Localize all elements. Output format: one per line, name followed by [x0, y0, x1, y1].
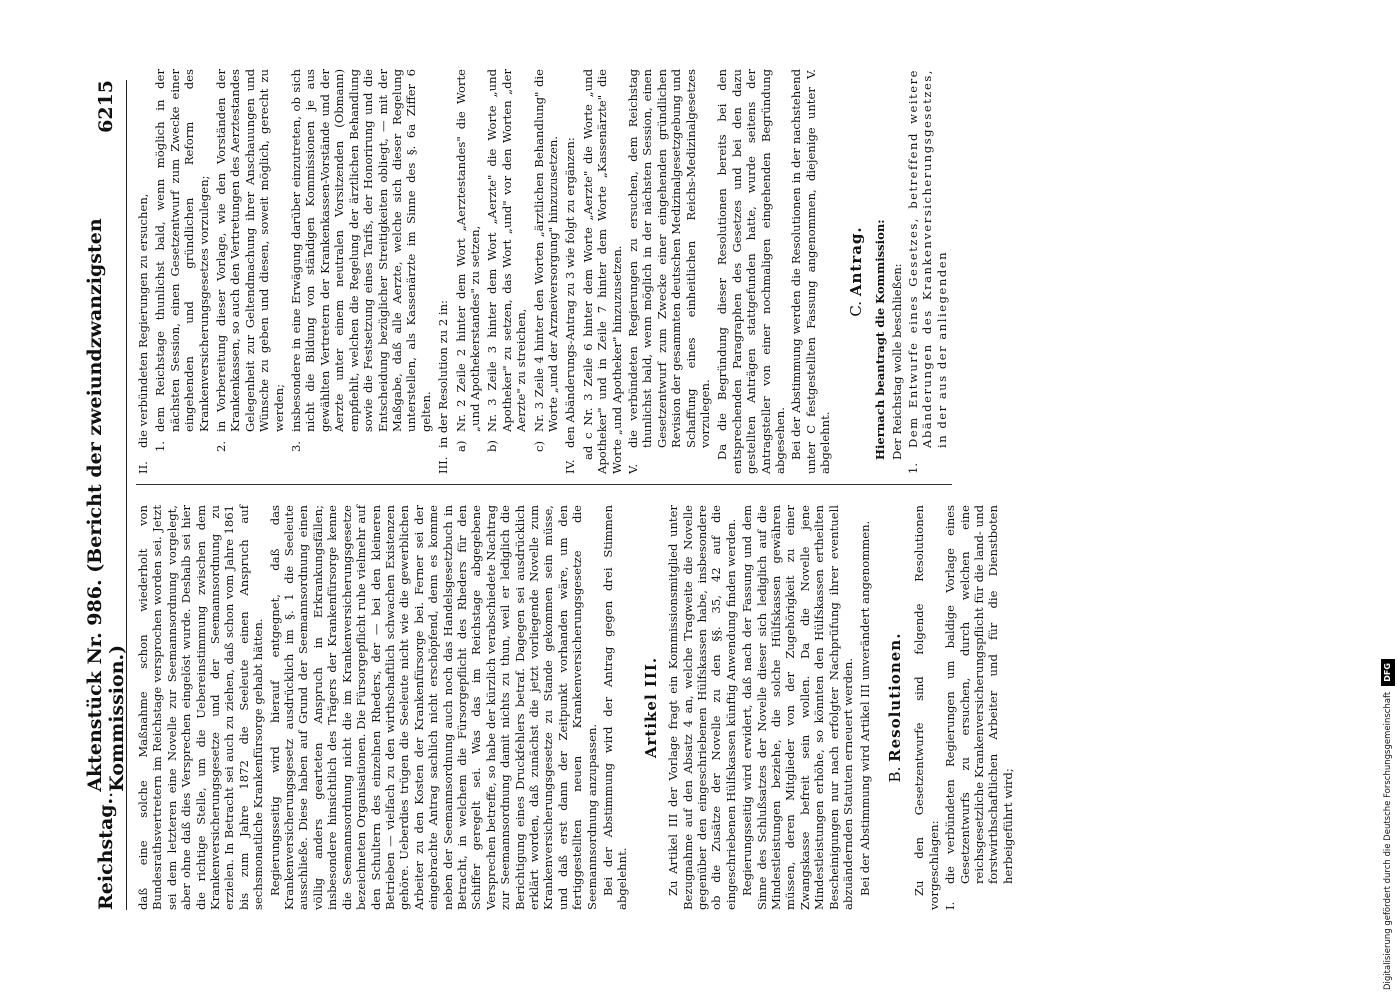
dfg-logo: DFG [1381, 659, 1395, 686]
section-letter: C. [846, 300, 865, 317]
digitization-text: Digitalisierung gefördert durch die Deutsche Forschungsgemeinschaft [1383, 691, 1393, 990]
sub-text: Nr. 3 Zeile 4 hinter den Worten „ärztlichen Behandlung" die Worte „und der Arzneiversorgung" hinzuzusetzen. [531, 69, 560, 432]
sub-item [485, 69, 528, 452]
item-number: III. [436, 456, 451, 474]
sub-number: 1. [153, 440, 168, 452]
list-item [943, 505, 1015, 910]
sub-number: a) [453, 440, 468, 452]
item-text: die verbündeten Regierungen um baldige Vorlage eines Gesetzentwurfs zu ersuchen, durch welchen eine reichsgesetzliche Krankenversicherungspflicht für die land- und forstwirthschaftlichen Arbeiter und für die Dienstboten herbeigeführt wird; [943, 505, 1015, 884]
paragraph: Hiernach beantragt die Kommission: [873, 219, 888, 460]
section-letter: B. [885, 766, 904, 783]
sub-number: b) [485, 440, 500, 452]
paragraph: Bei der Abstimmung wird Artikel III unverändert angenommen. [857, 520, 872, 896]
page-number: 6215 [95, 80, 117, 133]
sub-text: Nr. 3 Zeile 3 hinter dem Wort „Aerzte" die Worte „und Apotheker" zu setzen, das Wort „und" vor den Worten „der Aerzte" zu streichen, [485, 69, 529, 432]
item-number: IV. [563, 459, 578, 474]
item-text: in der Resolution zu 2 in: [436, 300, 451, 448]
right-column [136, 69, 952, 485]
page-header [86, 80, 127, 910]
header-dot: . [95, 791, 117, 798]
item-number: II. [136, 461, 150, 474]
item-text: Dem Entwurfe eines Gesetzes, betreffend weitere Abänderungen des Krankenversicherungsgesetzes, in der aus der anliegenden [905, 69, 949, 448]
digitization-note [1378, 0, 1397, 1000]
sub-text: Nr. 2 Zeile 2 hinter dem Wort „Aerztestandes" die Worte „und Apothekerstandes" zu setzen, [453, 69, 482, 432]
list-item [436, 69, 450, 474]
digitization-note-inner [1380, 0, 1396, 990]
sub-item [153, 69, 211, 452]
paragraph: Da die Begründung dieser Resolutionen bereits bei den entsprechenden Paragraphen des Gesetzes und bei den dazu gestellten Anträgen stattgefunden hatte, wurde seitens der Antragsteller von einer nochmaligen eingehenden Begründung abgesehen. [715, 69, 788, 474]
paragraph: daß eine solche Maßnahme schon wiederholt von Bundesrathsvertretern im Reichstage versprochen worden sei. Jetzt sei dem letzteren eine Novelle zur Seemannsordnung vorgelegt, aber ohne daß dies Versprechen eingelöst wurde. Deshalb sei hier die richtige Stelle, um die Uebereinstimmung zwischen dem Krankenversicherungsgesetze und der Seemannsordnung zu erzielen. In Betracht sei auch zu ziehen, daß schon vom Jahre 1861 bis zum Jahre 1872 die Seeleute einen Anspruch auf sechsmonatliche Krankenfürsorge gehabt hätten. [136, 505, 266, 910]
header-left: Reichstag. [95, 797, 117, 910]
sub-text: in Vorbereitung dieser Vorlage, wie den Vorständen der Krankenkassen, so auch den Vertretungen des Aerztestandes Gelegenheit zur Geltendmachung ihrer Anschauungen und Wünsche zu geben und diesen, soweit möglich, gerecht zu werden; [214, 69, 286, 432]
item-number: I. [943, 901, 958, 910]
item-number: V. [626, 463, 640, 474]
paragraph: Der Reichstag wolle beschließen: [889, 263, 904, 460]
paragraph: Zu Artikel III der Vorlage fragt ein Kommissionsmitglied unter Bezugnahme auf den Absatz 4 an, welche Tragweite die Novelle gegenüber den eingeschriebenen Hülfskassen habe, insbesondere ob die Zusätze der Novelle zu den §§. 35, 42 auf die eingeschriebenen Hülfskassen künftig Anwendung finden werden. [666, 505, 738, 910]
sub-item [532, 69, 561, 452]
section-heading-b [885, 505, 904, 910]
paragraph: Bei der Abstimmung wird der Antrag gegen drei Stimmen abgelehnt. [601, 505, 630, 910]
paragraph: Bei der Abstimmung werden die Resolutionen in der nachstehend unter C festgestellten Fassung angenommen, diejenige unter V. abgelehnt. [789, 69, 833, 474]
item-text: die verbündeten Regierungen zu ersuchen, dem Reichstag thunlichst bald, wenn möglich in der nächsten Session, einen Gesetzentwurf zum Zwecke einer eingehenden gründlichen Revision der gesammten deutschen Medizinalgesetzgebung und Schaffung eines einheitlichen Reichs-Medizinalgesetzes vorzulegen. [626, 68, 713, 448]
sub-text: dem Reichstage thunlichst bald, wenn möglich in der nächsten Session, einen Gesetzentwurf zum Zwecke einer eingehenden und gründlichen Reform des Krankenversicherungsgesetzes vorzulegen; [153, 69, 211, 432]
list-item [136, 69, 150, 474]
article-heading: Artikel III. [641, 656, 660, 759]
sub-item [214, 69, 286, 452]
header-title: Aktenstück Nr. 986. (Bericht der zweiundzwanzigsten Kommission.) [84, 218, 128, 792]
section-title: Resolutionen. [885, 632, 904, 762]
sub-text: insbesondere in eine Erwägung darüber einzutreten, ob sich nicht die Bildung von ständigen Kommissionen je aus gewählten Vertretern der Krankenkassen-Vorstände und der Aerzte unter einem neutralen Vorsitzenden (Obmann) empfiehlt, welchen die Regelung der ärztlichen Behandlung sowie die Festsetzung eines Tarifs, der Honorirung und die Entscheidung bezüglicher Streitigkeiten obliegt, — mit der Maßgabe, daß alle Aerzte, welche sich dieser Regelung unterstellen, als Kassenärzte im Sinne des §. 6a Ziffer 6 gelten. [289, 69, 433, 432]
paragraph: Regierungsseitig wird erwidert, daß nach der Fassung und dem Sinne des Schlußsatzes der Novelle dieser sich lediglich auf die Mindestleistungen beziehe, die solche Hülfskassen gewähren müssen, deren Mitglieder von der Zugehörigkeit zu einer Zwangskasse befreit sein wollen. Da die Novelle jene Mindestleistungen erhöhe, so könnten den Hülfskassen ertheilten Bescheinigungen nur nach erfolgter Nachprüfung ihrer eventuell abzuändernden Statuten erneuert werden. [740, 505, 856, 910]
list-item [906, 69, 949, 474]
item-text: die verbündeten Regierungen zu ersuchen, [136, 193, 150, 448]
list-item [626, 69, 712, 474]
paragraph: Zu den Gesetzentwurfe sind folgende Resolutionen vorgeschlagen: [912, 505, 941, 910]
paragraph: Regierungsseitig wird hierauf entgegnet, daß das Krankenversicherungsgesetz ausdrücklich im §. 1 die Seeleute ausschließe. Diese haben auf Grund der Seemannsordnung einen völlig anders gearteten Anspruch in Erkrankungsfällen; insbesondere hinsichtlich des Trägers der Krankenfürsorge kenne die Seemannsordnung nicht die im Krankenversicherungsgesetze bezeichneten Organisationen. Die Fürsorgepflicht ruhe vielmehr auf den Schultern des einzelnen Rheders, der — bei den kleineren Betrieben — vielfach zu den wirthschaftlich schwachen Existenzen gehöre. Ueberdies trügen die Seeleute nicht wie die gewerblichen Arbeiter zu den Kosten der Krankenfürsorge bei. Ferner sei der eingebrachte Antrag sachlich nicht erschöpfend, denn es komme neben der Seemannsordnung auch noch das Handelsgesetzbuch in Betracht, in welchem die Fürsorgepflicht des Rheders für den Schiffer geregelt sei. Was das im Reichstage abgegebene Versprechen betreffe, so habe der kürzlich verabschiedete Nachtrag zur Seemannsordnung damit nichts zu thun, weil er lediglich die Berichtigung eines Druckfehlers betraf. Dagegen sei ausdrücklich erklärt worden, daß zunächst die jetzt vorliegende Novelle zum Krankenversicherungsgesetze zu Stande gekommen sein müsse, und daß erst dann der Zeitpunkt vorhanden wäre, um den fertiggestellten neuen Krankenversicherungsgesetze die Seemannsordnung anzupassen. [267, 505, 599, 910]
sub-number: c) [531, 440, 546, 452]
sub-item [289, 69, 433, 452]
section-heading-c [846, 69, 865, 474]
sub-number: 2. [214, 440, 229, 452]
list-item [563, 69, 577, 474]
item-text: den Abänderungs-Antrag zu 3 wie folgt zu ergänzen: [563, 137, 578, 448]
sub-item [454, 69, 483, 452]
paragraph: ad c Nr. 3 Zeile 6 hinter dem Worte „Aerzte" die Worte „und Apotheker" und in Zeile 7 hinter dem Worte „Kassenärzte" die Worte „und Apotheker" hinzuzusetzen. [580, 69, 624, 474]
left-column [136, 505, 1018, 910]
item-number: 1. [905, 462, 920, 474]
section-title: Antrag. [846, 226, 865, 297]
sub-number: 3. [289, 440, 304, 452]
